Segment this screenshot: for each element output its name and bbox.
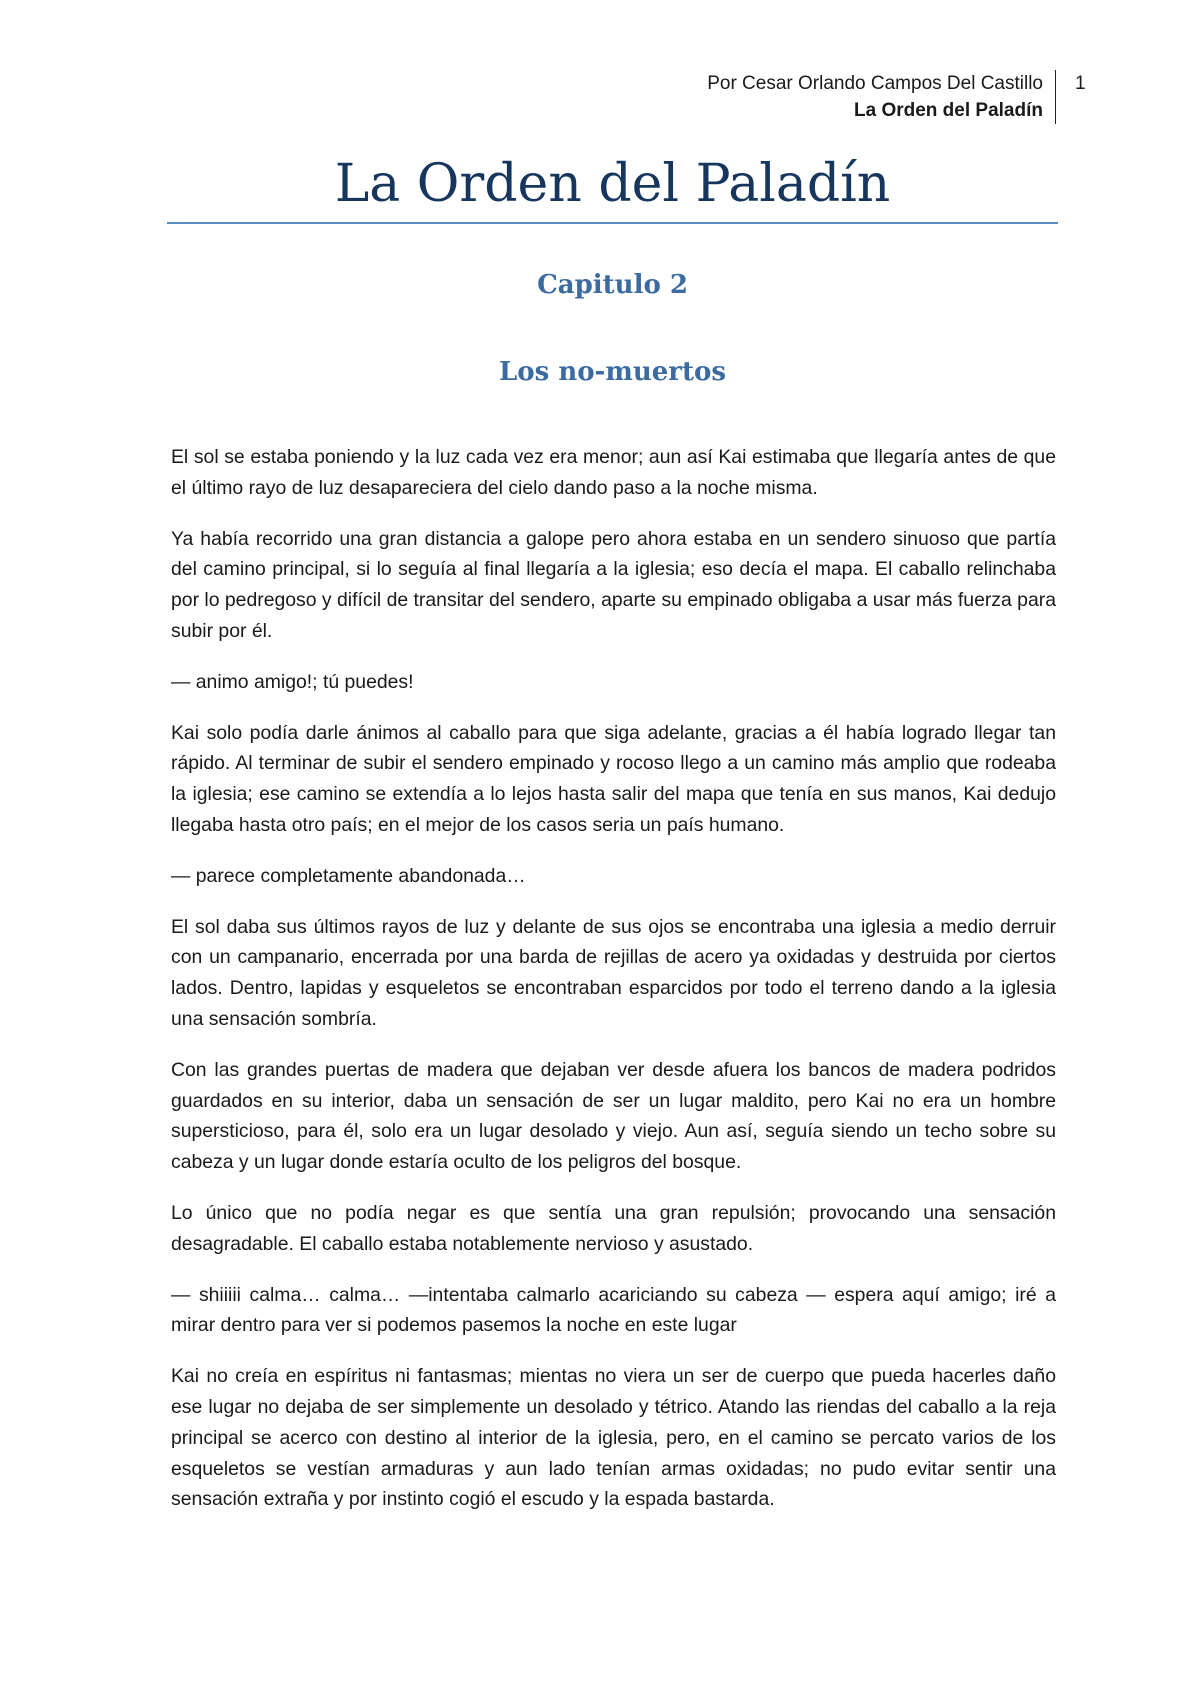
chapter-heading: Capitulo 2: [537, 270, 688, 300]
body-text: [171, 442, 1056, 1535]
paragraph: Con las grandes puertas de madera que dejaban ver desde afuera los bancos de madera podridos guardados en su interior, daba un sensación de ser un lugar maldito, pero Kai no era un hombre supersticioso, para él, solo era un lugar desolado y viejo. Aun así, seguía siendo un techo sobre su cabeza y un lugar donde estaría oculto de los peligros del bosque.: [171, 1058, 1056, 1174]
document-title: La Orden del Paladín: [167, 152, 1058, 224]
paragraph: — animo amigo!; tú puedes!: [171, 670, 414, 693]
running-header: [707, 70, 1056, 124]
header-book-title: La Orden del Paladín: [854, 100, 1043, 121]
paragraph: El sol daba sus últimos rayos de luz y delante de sus ojos se encontraba una iglesia a medio derruir con un campanario, encerrada por una barda de rejillas de acero ya oxidadas y destruida por ciertos lados. Dentro, lapidas y esqueletos se encontraban esparcidos por todo el terreno dando a la iglesia una sensación sombría.: [171, 915, 1056, 1030]
page-number: 1: [1075, 73, 1086, 94]
chapter-title: Los no-muertos: [499, 357, 726, 387]
paragraph: Kai no creía en espíritus ni fantasmas; mientas no viera un ser de cuerpo que pueda hacerles daño ese lugar no dejaba de ser simplemente un desolado y tétrico. Atando las riendas del caballo a la reja principal se acerco con destino al interior de la iglesia, pero, en el camino se percato varios de los esqueletos se vestían armaduras y aun lado tenían armas oxidadas; no pudo evitar sentir una sensación extraña y por instinto cogió el escudo y la espada bastarda.: [171, 1365, 1056, 1511]
header-author: Por Cesar Orlando Campos Del Castillo: [707, 73, 1043, 94]
paragraph: Kai solo podía darle ánimos al caballo para que siga adelante, gracias a él había logrado llegar tan rápido. Al terminar de subir el sendero empinado y rocoso llego a un camino más amplio que rodeaba la iglesia; ese camino se extendía a lo lejos hasta salir del mapa que tenía en sus manos, Kai dedujo llegaba hasta otro país; en el mejor de los casos seria un país humano.: [171, 721, 1056, 836]
paragraph: — shiiiii calma… calma… —intentaba calmarlo acariciando su cabeza — espera aquí amigo; iré a mirar dentro para ver si podemos pasemos la noche en este lugar: [171, 1283, 1056, 1337]
paragraph: — parece completamente abandonada…: [171, 864, 526, 887]
paragraph: El sol se estaba poniendo y la luz cada vez era menor; aun así Kai estimaba que llegaría antes de que el último rayo de luz desapareciera del cielo dando paso a la noche misma.: [171, 446, 1056, 499]
paragraph: Ya había recorrido una gran distancia a galope pero ahora estaba en un sendero sinuoso que partía del camino principal, si lo seguía al final llegaría a la iglesia; eso decía el mapa. El caballo relinchaba por lo pedregoso y difícil de transitar del sendero, aparte su empinado obligaba a usar más fuerza para subir por él.: [171, 527, 1056, 642]
paragraph: Lo único que no podía negar es que sentía una gran repulsión; provocando una sensación desagradable. El caballo estaba notablemente nervioso y asustado.: [171, 1201, 1056, 1255]
